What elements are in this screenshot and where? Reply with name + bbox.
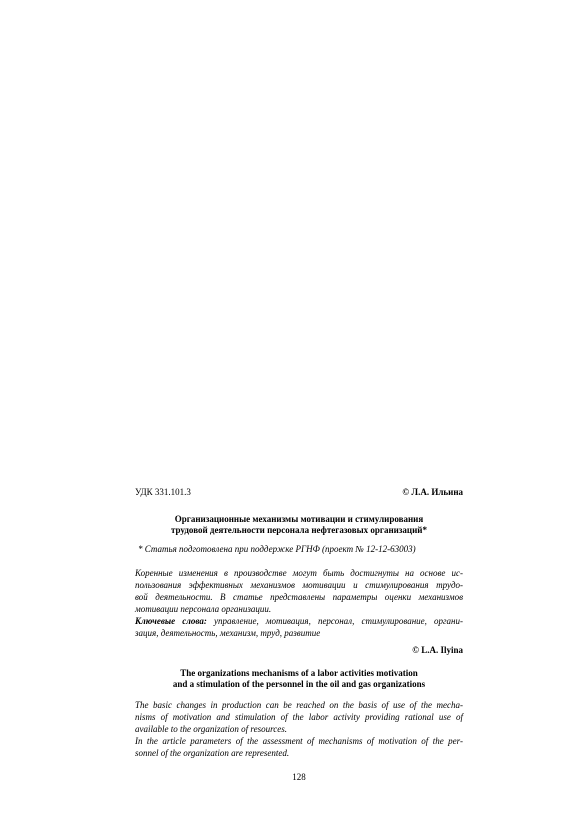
title-ru-line: Организационные механизмы мотивации и стимулирования	[174, 514, 424, 524]
page-number: 128	[292, 772, 306, 782]
title-en	[135, 668, 463, 690]
abstract-ru-line: пользования эффективных механизмов мотивации и стимулирования трудо-	[135, 580, 463, 590]
abstract-en-line: The basic changes in production can be reached on the basis of use of the mecha-	[135, 700, 463, 710]
title-en-line: and a stimulation of the personnel in the oil and gas organizations	[172, 679, 426, 689]
abstract-ru	[135, 567, 463, 615]
author-ru: © Л.А. Ильина	[402, 487, 463, 497]
keywords-label: Ключевые слова:	[135, 616, 207, 626]
abstract-ru-line: Коренные изменения в производстве могут быть достигнуты на основе ис-	[135, 568, 463, 578]
keywords-ru-line: зация, деятельность, механизм, труд, развитие	[135, 628, 321, 638]
abstract-en	[135, 699, 463, 759]
header-line	[135, 487, 463, 499]
title-ru	[135, 514, 463, 536]
keywords-ru-text: управление, мотивация, персонал, стимулирование, органи-	[206, 616, 464, 626]
abstract-en-line: In the article parameters of the assessment of mechanisms of motivation of the per-	[135, 736, 463, 746]
keywords-ru-line	[135, 615, 463, 627]
abstract-ru-line: мотивации персонала организации.	[135, 604, 272, 614]
keywords-ru	[135, 615, 463, 639]
udk-code: УДК 331.101.3	[135, 487, 191, 497]
abstract-en-line: nisms of motivation and stimulation of the labor activity providing rational use of	[135, 712, 463, 722]
funding-footnote: * Статья подготовлена при поддержке РГНФ (проект № 12-12-63003)	[138, 544, 416, 554]
abstract-en-line: sonnel of the organization are represented.	[135, 748, 290, 758]
author-en: © L.A. Ilyina	[412, 645, 463, 655]
abstract-ru-line: вой деятельности. В статье представлены параметры оценки механизмов	[135, 592, 463, 602]
title-en-line: The organizations mechanisms of a labor activities motivation	[180, 668, 418, 678]
title-ru-line: трудовой деятельности персонала нефтегазовых организаций*	[171, 525, 427, 535]
abstract-en-line: available to the organization of resources.	[135, 724, 287, 734]
